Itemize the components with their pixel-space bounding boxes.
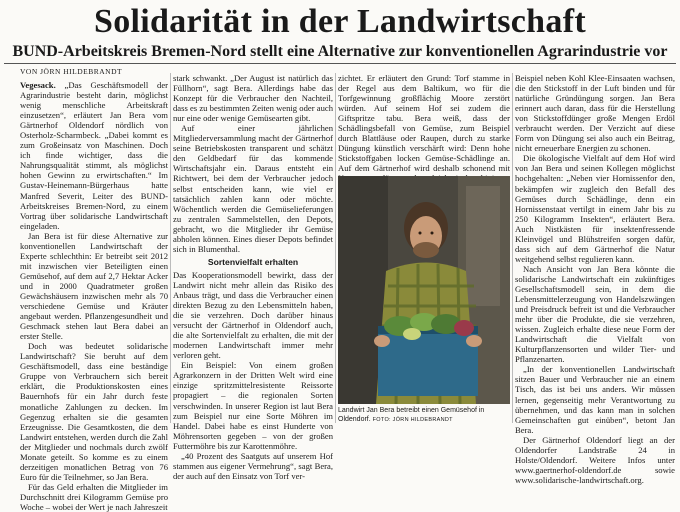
column-divider [335, 73, 336, 423]
paragraph: Die ökologische Vielfalt auf dem Hof wird von Jan Bera und seinen Kollegen möglichst hochgehalten: „Neben vier Hornissenfor den, bekämpfen wir zugleich den Befall des Gemüses durch Schädlinge, denn ein Hornissenstaat vertilgt in einem Jahr bis zu 250 Kilogramm Insekten“, erläutert Bera. Auch Nistkästen für insektenfressende Kleinvögel und Blühstreifen sorgen dafür, dass sich auf dem Gärtnerhof die Natur weitgehend selbst regulieren kann. [515, 153, 675, 264]
dateline: Vegesack. [20, 80, 56, 90]
column-divider [170, 73, 171, 423]
paragraph: Beispiel neben Kohl Klee-Einsaaten wachsen, die den Stickstoff in der Luft binden und für natürliche Gründüngung sorgen. Jan Bera erinnert auch daran, dass für die Herstellung von Stickstoffdünger große Mengen Erdöl verbraucht werden. Der Verzicht auf diese Form von Düngung sei also auch ein Beitrag, nicht erneuerbare Energien zu schonen. [515, 73, 675, 154]
caption-text: Landwirt Jan Bera betreibt einen Gemüsehof in Oldendorf. [338, 407, 485, 423]
paragraph: Auf einer jährlichen Mitgliederversammlung macht der Gärtnerhof seine Betriebskosten transparent und schätzt den Geldbedarf für das kommende Wirtschaftsjahr ein. Daraus entsteht ein Richtwert, bei dem der Verbraucher jedoch selbst entscheiden kann, wie viel er tatsächlich zahlen kann oder möchte. Wöchentlich werden die Gemüselieferungen zu zentralen Sammelstellen, den Depots, gebracht, wo die Mitglieder ihr Gemüse abholen können. Eines dieser Depots befindet sich in Blumenthal. [173, 123, 333, 254]
article-column-3 [338, 73, 510, 173]
paragraph: Der Gärtnerhof Oldendorf liegt an der Oldendorfer Landstraße 24 in Holste/Oldendorf. Weitere Infos unter www.gaertnerhof-oldendorf.de sowie www.solidarische-landwirtschaft.org. [515, 434, 675, 485]
paragraph: Nach Ansicht von Jan Bera könnte die solidarische Landwirtschaft ein zukünftiges Gesellschaftsmodell sein, in dem die Lebensmittelerzeugung von Handelszwängen und Preisdruck befreit ist und die Verbraucher mehr über die Produkte, die sie verzehren, wissen. Zugleich erhalte diese neue Form der Landwirtschaft die Vielfalt von Kulturpflanzensorten und wilder Tier- und Pflanzenarten. [515, 263, 675, 365]
article-column-4 [515, 73, 675, 485]
paragraph-text: „Das Geschäftsmodell der Agrarindustrie besteht darin, möglichst wenig menschliche Arbeitskraft einzusetzen“, erläutert Jan Bera vom Gärtnerhof Oldendorf nördlich von Osterholz-Scharmbeck. „Dabei kommt es zum Großeinsatz von Maschinen. Doch ich finde wichtiger, dass die Nahrungsqualität stimmt, als möglichst hohen Gewinn zu erwirtschaften.“ Im Gustav-Heinemann-Bürgerhaus hatte Manfred Severit, Leiter des BUND-Arbeitskreises Bremen-Nord, zu einem Vortrag über solidarische Landwirtschaft eingeladen. [20, 80, 169, 231]
paragraph: Doch was bedeutet solidarische Landwirtschaft? Sie beruht auf dem Geschäftsmodell, dass eine beständige Gruppe von Verbrauchern sich bereit erklärt, die Produktionskosten eines Bauernhofs für ein Jahr durch feste monatliche Zahlungen zu decken. Im Gegenzug erhalten sie die gesamten Erzeugnisse. Die Gesamtkosten, die dem Landwirt entstehen, werden durch die Zahl der Mitglieder und nochmals durch zwölf Monate geteilt. So komme es zu einem derzeitigen monatlichen Betrag von 76 Euro für die Teilnehmer, so Jan Bera. [20, 341, 168, 482]
paragraph: stark schwankt. „Der August ist natürlich das Füllhorn“, sagt Bera. Allerdings habe das Konzept für die Verbraucher den Nachteil, dass es zu bestimmten Zeiten wenig oder auch nur eine oder wenige Gemüsearten gibt. [173, 73, 333, 124]
article-column-1 [20, 80, 169, 512]
paragraph: Das Kooperationsmodell bewirkt, dass der Landwirt nicht mehr allein das Risiko des Anbaus trägt, und dass die Verbraucher einen direkten Bezug zu den Lebensmitteln haben, die sie verzehren. Doch darüber hinaus versucht der Gärtnerhof in Oldendorf auch, die alte Sortenvielfalt zu erhalten, die mit der modernen Landwirtschaft immer mehr verloren geht. [173, 269, 333, 361]
paragraph: Ein Beispiel: Von einem großen Agrarkonzern in der Dritten Welt wird eine einzige spritzmittelresistente Reissorte propagiert – die regionalen Sorten verschwinden. In unserer Region ist laut Bera zum Beispiel nur eine Sorte Möhren im Handel. Dabei habe es einst Hunderte von Möhrensorten gegeben – von der großen Futtermöhre bis zur Karottenmöhre. [173, 360, 333, 451]
subheadline: BUND-Arbeitskreis Bremen-Nord stellt eine Alternative zur konventionellen Agrarindustrie vor [12, 43, 668, 60]
headline: Solidarität in der Landwirtschaft [94, 3, 586, 40]
paragraph: „In der konventionellen Landwirtschaft sitzen Bauer und Verbraucher nie an einem Tisch, das ist bei uns anders. Wir müssen lernen, gegenseitig mehr Verantwortung zu übernehmen, und das kann man in solchen Gemeinschaften gut einüben“, betont Jan Bera. [515, 364, 675, 435]
section-subtitle: Sortenvielfalt erhalten [207, 256, 299, 267]
paragraph [20, 80, 168, 231]
paragraph: Jan Bera ist für diese Alternative zur konventionellen Landwirtschaft der Experte schlechthin: Er betreibt seit 2012 mit inzwischen vier Beteiligten einen Gemüsehof, auf dem auf 2,7 Hektar Acker und in 2000 Quadratmeter großen Gewächshäusern inzwischen mehr als 70 verschiedene Gemüse und Kräuter angebaut werden. Pflanzengesundheit und Geschmack stehen laut Bera dabei an erster Stelle. [20, 230, 168, 342]
farmer-photo [338, 176, 510, 404]
paragraph: Für das Geld erhalten die Mitglieder im Durchschnitt drei Kilogramm Gemüse pro Woche – wobei der Wert je nach Jahreszeit [20, 481, 168, 512]
paragraph: zichtet. Er erläutert den Grund: Torf stamme in der Regel aus dem Baltikum, wo für die Torfgewinnung großflächig Moore zerstört würden. Auf seinem Hof sei zudem die Giftspritze tabu. Bera weiß, dass der Schädlingsbefall von Gemüse, zum Beispiel durch Blattläuse oder Raupen, durch zu starke Düngung künstlich verschärft wird: Denn hohe Stickstoffgaben locken Gemüse-Schädlinge an. Auf dem Gärtnerhof wird deshalb schonend mit [338, 73, 510, 174]
article-column-2 [173, 73, 333, 481]
paragraph: „40 Prozent des Saatguts auf unserem Hof stammen aus eigener Vermehrung“, sagt Bera, der auch auf den Einsatz von Torf ver- [173, 450, 333, 481]
photo-caption [338, 407, 510, 424]
farmer-with-vegetable-crate-image [338, 176, 510, 404]
column-divider [512, 73, 513, 423]
byline: VON JÖRN HILDEBRANDT [20, 67, 123, 76]
header-rule [4, 63, 676, 64]
photo-credit: FOTO: JÖRN HILDEBRANDT [372, 416, 453, 423]
